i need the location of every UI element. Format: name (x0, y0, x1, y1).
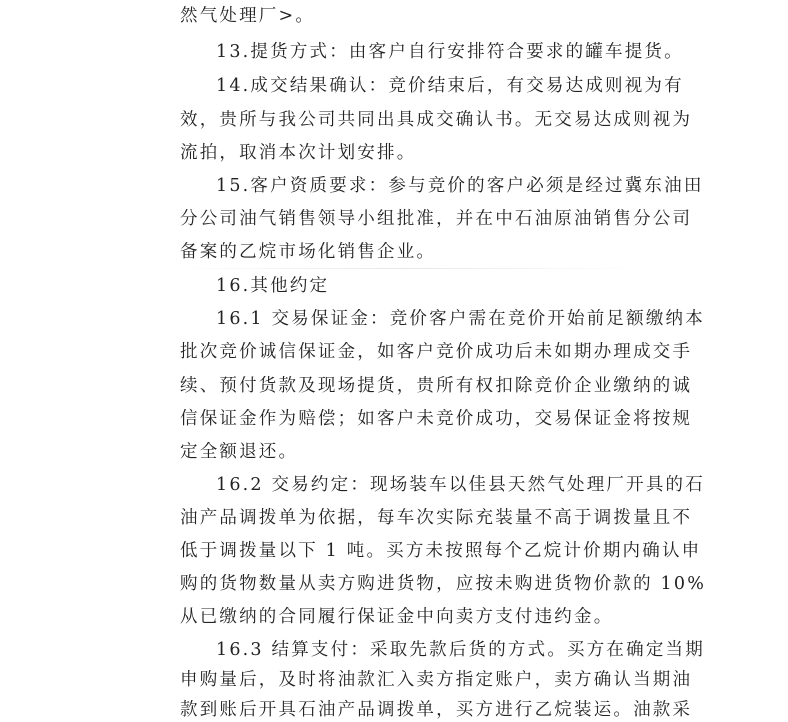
text-line-6: 15.客户资质要求：参与竞价的客户必须是经过冀东油田 (216, 176, 704, 196)
text-line-18: 购的货物数量从卖方购进货物，应按未购进货物价款的 10% (180, 574, 707, 594)
text-line-2: 13.提货方式：由客户自行安排符合要求的罐车提货。 (216, 42, 684, 62)
scan-artifact-line (170, 268, 640, 269)
text-line-16: 油产品调拨单为依据，每车次实际充装量不高于调拨量且不 (180, 508, 693, 528)
text-line-17: 低于调拨量以下 1 吨。买方未按照每个乙烷计价期内确认申 (180, 541, 702, 561)
text-line-21: 申购量后，及时将油款汇入卖方指定账户，卖方确认当期油 (180, 670, 693, 690)
text-line-10: 16.1 交易保证金：竞价客户需在竞价开始前足额缴纳本 (216, 309, 705, 329)
text-line-22: 款到账后开具石油产品调拨单，买方进行乙烷装运。油款采 (180, 700, 693, 720)
text-line-1: 然气处理厂>。 (180, 6, 316, 26)
text-line-12: 续、预付货款及现场提货，贵所有权扣除竞价企业缴纳的诚 (180, 376, 693, 396)
text-line-5: 流拍，取消本次计划安排。 (180, 143, 417, 163)
text-line-4: 效，贵所与我公司共同出具成交确认书。无交易达成则视为 (180, 110, 693, 130)
text-line-20: 16.3 结算支付：采取先款后货的方式。买方在确定当期 (216, 640, 705, 660)
text-line-3: 14.成交结果确认：竞价结束后，有交易达成则视为有 (216, 76, 684, 96)
text-line-15: 16.2 交易约定：现场装车以佳县天然气处理厂开具的石 (216, 475, 705, 495)
text-line-8: 备案的乙烷市场化销售企业。 (180, 242, 437, 262)
text-line-14: 定全额退还。 (180, 442, 299, 462)
text-line-19: 从已缴纳的合同履行保证金中向卖方支付违约金。 (180, 607, 614, 627)
text-line-13: 信保证金作为赔偿；如客户未竞价成功，交易保证金将按规 (180, 409, 693, 429)
text-line-9: 16.其他约定 (216, 276, 330, 296)
text-line-11: 批次竞价诚信保证金，如客户竞价成功后未如期办理成交手 (180, 342, 693, 362)
text-line-7: 分公司油气销售领导小组批准，并在中石油原油销售分公司 (180, 209, 693, 229)
